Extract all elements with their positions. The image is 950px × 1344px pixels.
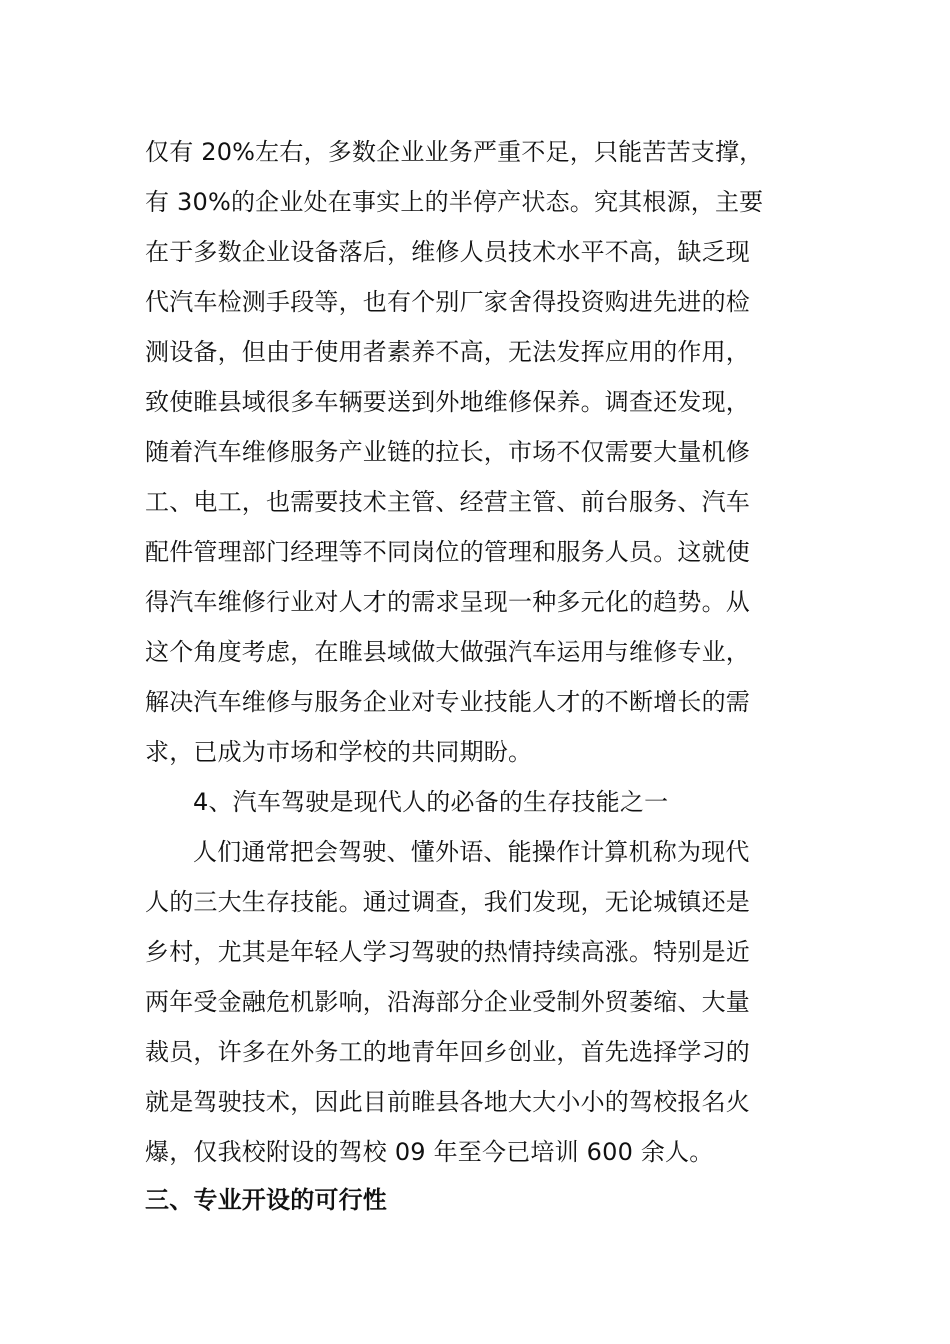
paragraph-line: 配件管理部门经理等不同岗位的管理和服务人员。这就使 (145, 538, 750, 566)
paragraph-line: 致使睢县域很多车辆要送到外地维修保养。调查还发现， (145, 388, 750, 416)
paragraph-line: 人的三大生存技能。通过调查，我们发现，无论城镇还是 (145, 888, 750, 916)
paragraph-line: 解决汽车维修与服务企业对专业技能人才的不断增长的需 (145, 688, 750, 716)
paragraph-line: 工、电工，也需要技术主管、经营主管、前台服务、汽车 (145, 488, 750, 516)
paragraph-line: 乡村，尤其是年轻人学习驾驶的热情持续高涨。特别是近 (145, 938, 750, 966)
paragraph-line: 有 30%的企业处在事实上的半停产状态。究其根源，主要 (145, 188, 764, 216)
paragraph-line: 人们通常把会驾驶、懂外语、能操作计算机称为现代 (193, 838, 750, 866)
section-heading: 三、专业开设的可行性 (145, 1186, 387, 1214)
subheading: 4、汽车驾驶是现代人的必备的生存技能之一 (193, 788, 669, 816)
paragraph-line: 仅有 20%左右，多数企业业务严重不足，只能苦苦支撑， (145, 138, 764, 166)
paragraph-line: 得汽车维修行业对人才的需求呈现一种多元化的趋势。从 (145, 588, 750, 616)
paragraph-line: 裁员，许多在外务工的地青年回乡创业，首先选择学习的 (145, 1038, 750, 1066)
paragraph-line: 测设备，但由于使用者素养不高，无法发挥应用的作用， (145, 338, 750, 366)
paragraph-line: 这个角度考虑，在睢县域做大做强汽车运用与维修专业， (145, 638, 750, 666)
paragraph-line: 代汽车检测手段等，也有个别厂家舍得投资购进先进的检 (145, 288, 750, 316)
paragraph-line: 求，已成为市场和学校的共同期盼。 (145, 738, 533, 766)
paragraph-line: 爆，仅我校附设的驾校 09 年至今已培训 600 余人。 (145, 1138, 714, 1166)
paragraph-line: 随着汽车维修服务产业链的拉长，市场不仅需要大量机修 (145, 438, 750, 466)
paragraph-line: 在于多数企业设备落后，维修人员技术水平不高，缺乏现 (145, 238, 750, 266)
paragraph-line: 就是驾驶技术，因此目前睢县各地大大小小的驾校报名火 (145, 1088, 750, 1116)
paragraph-line: 两年受金融危机影响，沿海部分企业受制外贸萎缩、大量 (145, 988, 750, 1016)
